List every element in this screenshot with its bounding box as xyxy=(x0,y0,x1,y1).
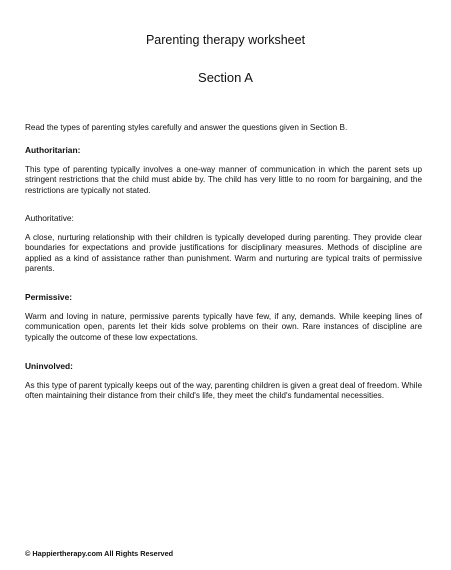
style-heading: Permissive: xyxy=(25,292,73,302)
style-heading: Authoritative: xyxy=(25,213,74,223)
style-description: Warm and loving in nature, permissive parents typically have few, if any, demands. While keeping lines of communication open, parents let their kids solve problems on their own. Rare instances of discipline are typically the outcome of these low expectations. xyxy=(25,312,422,342)
style-block-authoritarian xyxy=(25,145,422,196)
intro-instructions: Read the types of parenting styles carefully and answer the questions given in Section B. xyxy=(25,123,348,133)
style-description: A close, nurturing relationship with their children is typically developed during parenting. They provide clear boundaries for expectations and provide justifications for disciplinary measures. Methods of discipline are applied as a kind of assistance rather than punishment. Warm and nurturing are typical traits of permissive parents. xyxy=(25,233,422,273)
style-block-authoritative xyxy=(25,213,422,274)
style-description: As this type of parent typically keeps out of the way, parenting children is given a great deal of freedom. While often maintaining their distance from their child's life, they meet the child's fundamental necessities. xyxy=(25,381,422,401)
page-title: Parenting therapy worksheet xyxy=(145,33,306,47)
style-block-uninvolved xyxy=(25,361,422,402)
style-block-permissive xyxy=(25,292,422,343)
style-description: This type of parenting typically involves a one-way manner of communication in which the parent sets up stringent restrictions that the child must abide by. The child has very little to no room for bargaining, and the restrictions are typically not stated. xyxy=(25,165,422,195)
style-heading: Uninvolved: xyxy=(25,361,73,371)
style-heading: Authoritarian: xyxy=(25,145,81,155)
copyright-footer: © Happiertherapy.com All Rights Reserved xyxy=(25,549,174,558)
section-title: Section A xyxy=(198,70,253,85)
